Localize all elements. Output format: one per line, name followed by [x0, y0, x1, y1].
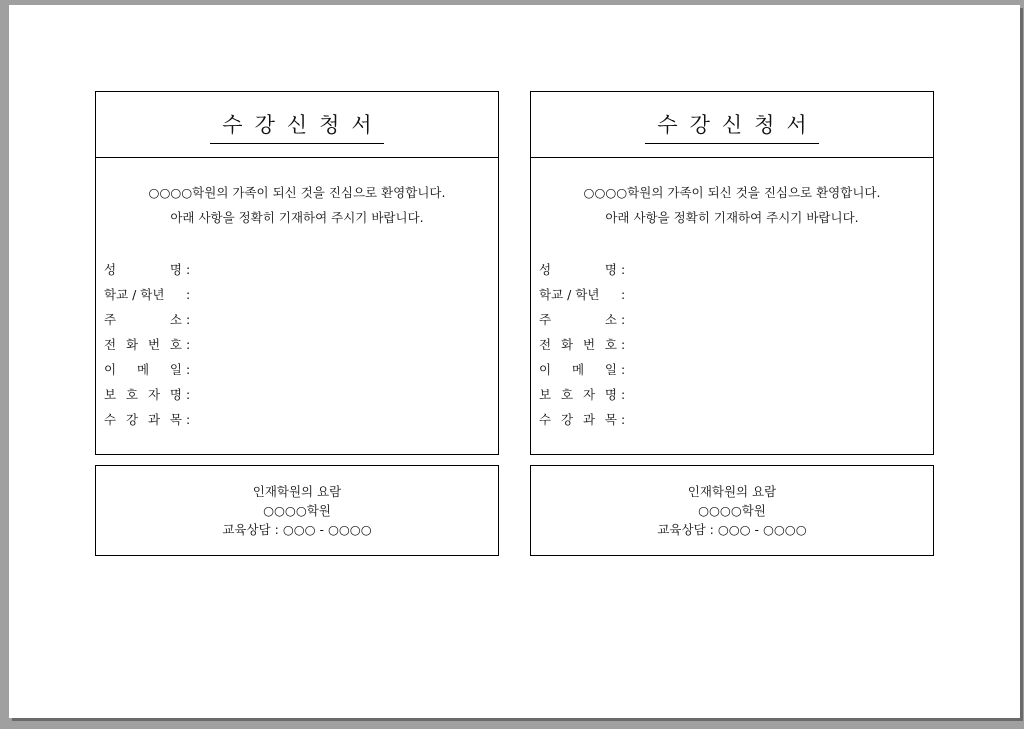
field-label: 전 화 번 호 [104, 337, 182, 352]
field-label: 수 강 과 목 [104, 412, 182, 427]
field-colon: : [186, 412, 191, 427]
field-colon: : [186, 362, 191, 377]
field-label: 보 호 자 명 [104, 387, 182, 402]
field-colon: : [621, 262, 626, 277]
field-colon: : [621, 362, 626, 377]
field-label: 이 메 일 [539, 362, 617, 377]
field-school-grade [104, 282, 498, 307]
field-colon: : [186, 387, 191, 402]
field-colon: : [186, 312, 191, 327]
info-line-1: 인재학원의 요람 [687, 484, 777, 499]
field-colon: : [621, 412, 626, 427]
field-label: 주 소 [104, 312, 182, 327]
field-label: 전 화 번 호 [539, 337, 617, 352]
greeting-line-1: ○○○○학원의 가족이 되신 것을 진심으로 환영합니다. [583, 185, 881, 200]
greeting-line-2: 아래 사항을 정확히 기재하여 주시기 바랍니다. [605, 210, 859, 225]
greeting [531, 180, 933, 230]
form-title: 수강신청서 [645, 109, 818, 144]
field-name [539, 257, 933, 282]
field-guardian [539, 382, 933, 407]
info-line-2: ○○○○학원 [698, 503, 766, 518]
field-guardian [104, 382, 498, 407]
field-label: 이 메 일 [104, 362, 182, 377]
field-label: 학교 / 학년 [539, 287, 600, 302]
field-school-grade [539, 282, 933, 307]
field-label: 학교 / 학년 [104, 287, 165, 302]
field-list [531, 257, 933, 432]
info-line-3: 교육상담 : ○○○ - ○○○○ [657, 522, 807, 537]
field-name [104, 257, 498, 282]
application-form-right [530, 91, 934, 455]
field-colon: : [621, 387, 626, 402]
field-address [539, 307, 933, 332]
field-label: 주 소 [539, 312, 617, 327]
info-line-1: 인재학원의 요람 [252, 484, 342, 499]
field-label: 성 명 [104, 262, 182, 277]
form-title: 수강신청서 [210, 109, 383, 144]
field-colon: : [621, 312, 626, 327]
field-colon: : [186, 337, 191, 352]
field-label: 성 명 [539, 262, 617, 277]
document-page [9, 5, 1020, 718]
greeting-line-2: 아래 사항을 정확히 기재하여 주시기 바랍니다. [170, 210, 424, 225]
field-course [539, 407, 933, 432]
field-colon: : [186, 262, 191, 277]
field-phone [104, 332, 498, 357]
academy-info-right [530, 465, 934, 556]
field-email [104, 357, 498, 382]
greeting-line-1: ○○○○학원의 가족이 되신 것을 진심으로 환영합니다. [148, 185, 446, 200]
academy-info-left [95, 465, 499, 556]
field-colon: : [186, 287, 191, 302]
field-phone [539, 332, 933, 357]
field-colon: : [621, 287, 626, 302]
title-area [531, 92, 933, 158]
field-colon: : [621, 337, 626, 352]
field-label: 수 강 과 목 [539, 412, 617, 427]
info-line-2: ○○○○학원 [263, 503, 331, 518]
field-address [104, 307, 498, 332]
field-email [539, 357, 933, 382]
field-label: 보 호 자 명 [539, 387, 617, 402]
title-area [96, 92, 498, 158]
field-course [104, 407, 498, 432]
info-line-3: 교육상담 : ○○○ - ○○○○ [222, 522, 372, 537]
field-list [96, 257, 498, 432]
application-form-left [95, 91, 499, 455]
greeting [96, 180, 498, 230]
